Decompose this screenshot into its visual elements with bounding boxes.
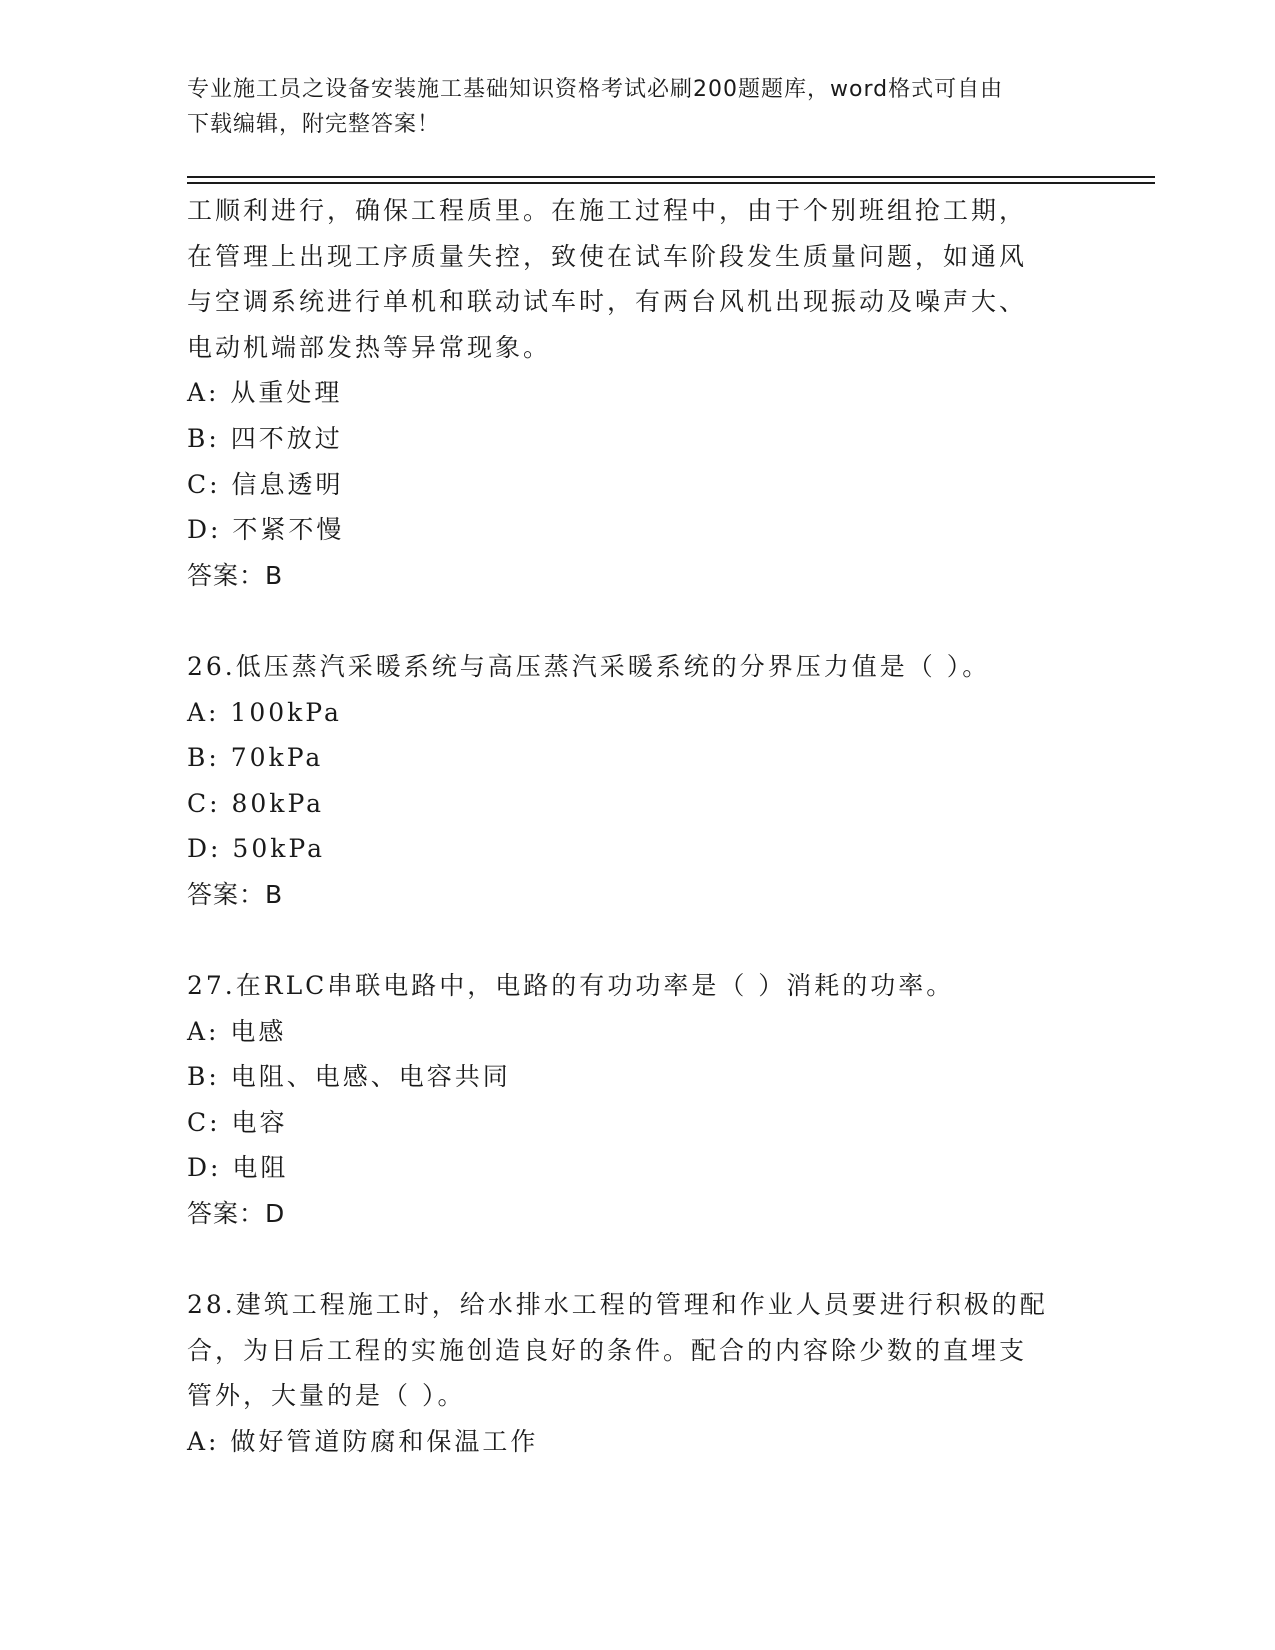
spacer	[187, 1237, 1147, 1283]
option-a: A: 电感	[187, 1016, 287, 1046]
question-28	[187, 1282, 1147, 1464]
header-rule-top	[187, 176, 1155, 178]
question-27	[187, 963, 1147, 1237]
answer: 答案：B	[187, 879, 284, 909]
question-text-line: 与空调系统进行单机和联动试车时，有两台风机出现振动及噪声大、	[187, 287, 1028, 317]
option-c: C: 80kPa	[187, 788, 325, 818]
option-c: C: 电容	[187, 1107, 288, 1137]
spacer	[187, 918, 1147, 964]
question-content	[187, 188, 1147, 1465]
option-b: B: 四不放过	[187, 423, 343, 453]
option-a: A: 100kPa	[187, 697, 342, 727]
question-text-line: 电动机端部发热等异常现象。	[187, 332, 552, 362]
question-text-line: 管外，大量的是（ ）。	[187, 1381, 466, 1411]
question-text-line: 27.在RLC串联电路中，电路的有功功率是（ ）消耗的功率。	[187, 971, 955, 1001]
document-header	[187, 72, 1087, 142]
option-a: A: 做好管道防腐和保温工作	[187, 1427, 539, 1457]
option-d: D: 50kPa	[187, 834, 325, 864]
header-rule-bottom	[187, 182, 1155, 184]
question-26	[187, 644, 1147, 918]
option-c: C: 信息透明	[187, 469, 344, 499]
question-text-line: 28.建筑工程施工时，给水排水工程的管理和作业人员要进行积极的配	[187, 1290, 1048, 1320]
question-text-line: 26.低压蒸汽采暖系统与高压蒸汽采暖系统的分界压力值是（ ）。	[187, 651, 991, 681]
option-b: B: 电阻、电感、电容共同	[187, 1062, 511, 1092]
option-a: A: 从重处理	[187, 378, 343, 408]
question-25	[187, 188, 1147, 598]
question-text-line: 工顺利进行，确保工程质里。在施工过程中，由于个别班组抢工期，	[187, 196, 1028, 225]
answer: 答案：B	[187, 560, 284, 590]
option-d: D: 不紧不慢	[187, 515, 345, 545]
spacer	[187, 598, 1147, 644]
header-line-2: 下载编辑，附完整答案！	[187, 112, 441, 137]
question-text-line: 合，为日后工程的实施创造良好的条件。配合的内容除少数的直埋支	[187, 1335, 1028, 1365]
option-d: D: 电阻	[187, 1153, 289, 1183]
answer: 答案：D	[187, 1199, 286, 1229]
header-line-1: 专业施工员之设备安装施工基础知识资格考试必刷200题题库，word格式可自由	[187, 77, 1004, 102]
question-text-line: 在管理上出现工序质量失控，致使在试车阶段发生质量问题，如通风	[187, 241, 1028, 271]
option-b: B: 70kPa	[187, 743, 324, 773]
